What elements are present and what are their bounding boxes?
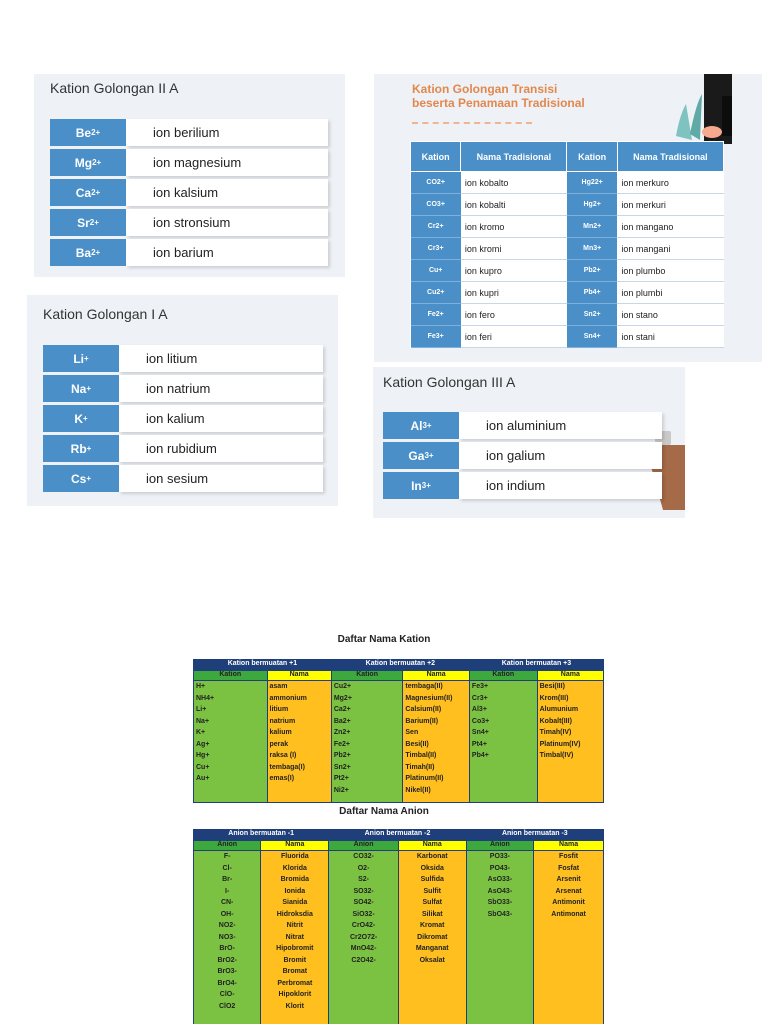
card-title: Kation Golongan II A <box>50 80 179 96</box>
name-item: Nikel(II) <box>405 786 431 794</box>
table-row <box>411 172 724 194</box>
name-item: Timah(II) <box>405 763 435 771</box>
anion-item: BrO2- <box>217 956 237 964</box>
ion-name: ion sesium <box>119 465 323 492</box>
cation-cell: Cu2+ <box>411 282 461 304</box>
ion-charge: + <box>83 414 88 423</box>
name-item: Alumunium <box>539 706 579 713</box>
cation-cell: Sn2+ <box>567 304 617 326</box>
ion-row <box>50 239 328 266</box>
cation-item: Al3+ <box>471 706 487 713</box>
cation-cell: CO3+ <box>411 194 461 216</box>
cation-item: Cu2+ <box>333 683 352 690</box>
cation-item: Zn2+ <box>333 729 351 736</box>
table-row <box>411 216 724 238</box>
name-cell: ion kupri <box>461 282 567 304</box>
name-item: Fluorida <box>281 853 309 860</box>
cation-cell: Fe3+ <box>411 326 461 348</box>
ion-name: ion magnesium <box>126 149 328 176</box>
name-cell: ion mangani <box>617 238 723 260</box>
cation-item: Co3+ <box>471 717 490 725</box>
cation-cell: Mn3+ <box>567 238 617 260</box>
column-header: Kation <box>411 142 461 172</box>
ion-charge: 2+ <box>91 248 101 257</box>
ion-symbol <box>50 149 126 176</box>
name-item: Timbal(II) <box>405 752 437 759</box>
ion-row <box>50 179 328 206</box>
cation-item: Au+ <box>196 775 210 782</box>
divider <box>412 122 532 124</box>
name-cell: ion kromo <box>461 216 567 238</box>
column-header: Nama <box>267 671 331 681</box>
cation-item: Pt2+ <box>333 775 349 782</box>
column-header: Kation <box>567 142 617 172</box>
ion-element: In <box>411 478 422 493</box>
cation-cell: Hg2+ <box>567 194 617 216</box>
name-cell: ion stani <box>617 326 723 348</box>
anion-item: CO32- <box>353 853 374 860</box>
ion-charge: 3+ <box>422 421 432 430</box>
ion-element: Al <box>410 418 423 433</box>
cation-item: Pb2+ <box>333 752 351 759</box>
table-row <box>411 304 724 326</box>
cation-column <box>194 681 268 803</box>
name-item: ammonium <box>269 694 307 702</box>
column-header: Kation <box>469 671 537 681</box>
anion-item: PO33- <box>489 853 511 860</box>
cation-cell: Pb4+ <box>567 282 617 304</box>
title-line: beserta Penamaan Tradisional <box>412 96 585 110</box>
card-golongan-1a <box>27 295 338 506</box>
name-item: Klorida <box>282 864 307 872</box>
ion-name: ion kalsium <box>126 179 328 206</box>
column-header: Kation <box>194 671 268 681</box>
ion-element: Ca <box>75 185 92 200</box>
ion-charge: + <box>86 444 92 453</box>
column-header: Kation <box>331 671 403 681</box>
ion-symbol <box>50 209 126 236</box>
name-item: Hidroksdia <box>276 910 313 918</box>
name-item: tembaga(II) <box>405 683 443 690</box>
anion-item: SiO32- <box>352 910 375 918</box>
ion-name: ion galium <box>459 442 662 469</box>
anion-item: SbO43- <box>487 910 513 918</box>
ion-charge: 3+ <box>424 451 434 460</box>
column-header: Nama <box>261 841 329 851</box>
name-cell: ion plumbi <box>617 282 723 304</box>
name-column <box>534 851 604 1024</box>
name-item: Fosfit <box>559 853 579 860</box>
name-item: Hipoklorit <box>278 991 312 998</box>
name-item: Timah(IV) <box>539 729 572 736</box>
ion-table <box>50 119 328 269</box>
ion-row <box>43 465 323 492</box>
name-cell: ion kupro <box>461 260 567 282</box>
ion-charge: + <box>84 354 89 363</box>
name-item: asam <box>269 683 288 690</box>
anion-column <box>194 851 261 1024</box>
kation-list-title: Daftar Nama Kation <box>337 634 431 645</box>
ion-charge: 3+ <box>421 481 431 490</box>
ion-symbol <box>383 412 459 439</box>
card-title <box>412 82 585 110</box>
column-header: Nama Tradisional <box>617 142 723 172</box>
name-item: natrium <box>269 717 296 725</box>
ion-name: ion natrium <box>119 375 323 402</box>
ion-name: ion berilium <box>126 119 328 146</box>
ion-row <box>43 375 323 402</box>
ion-name: ion aluminium <box>459 412 662 439</box>
name-item: Sianida <box>282 899 308 906</box>
cation-item: Ag+ <box>196 740 210 748</box>
cation-column <box>331 681 403 803</box>
ion-element: Sr <box>77 215 90 230</box>
anion-item: SO32- <box>353 887 374 895</box>
ion-name: ion barium <box>126 239 328 266</box>
anion-item: CrO42- <box>351 922 376 929</box>
name-column <box>537 681 603 803</box>
ion-row <box>43 345 323 372</box>
ion-row <box>383 442 662 469</box>
group-header: Anion bermuatan -1 <box>194 830 329 841</box>
name-item: Besi(II) <box>405 740 429 748</box>
cation-item: Ca2+ <box>333 706 351 713</box>
card-title: Kation Golongan I A <box>43 306 168 322</box>
anion-item: O2- <box>357 864 370 872</box>
column-header: Anion <box>194 841 261 851</box>
ion-row <box>50 149 328 176</box>
anion-item: Cr2O72- <box>349 933 378 941</box>
name-item: raksa (I) <box>269 752 297 759</box>
anion-item: BrO- <box>219 945 235 952</box>
name-item: emas(I) <box>269 775 295 782</box>
ion-name: ion stronsium <box>126 209 328 236</box>
ion-row <box>383 412 662 439</box>
name-item: tembaga(I) <box>269 763 305 771</box>
cation-cell: Mn2+ <box>567 216 617 238</box>
ion-symbol <box>43 375 119 402</box>
name-cell: ion merkuri <box>617 194 723 216</box>
person-illustration-icon <box>674 74 738 144</box>
name-item: Krom(III) <box>539 694 569 702</box>
ion-symbol <box>43 405 119 432</box>
cation-item: Pt4+ <box>471 740 487 748</box>
name-item: Hipobromit <box>276 945 314 952</box>
name-column <box>398 851 466 1024</box>
name-cell: ion stano <box>617 304 723 326</box>
name-item: Arsenit <box>556 876 581 883</box>
anion-item: ClO2 <box>218 1002 236 1010</box>
ion-symbol <box>43 345 119 372</box>
name-item: Magnesium(II) <box>405 694 453 702</box>
ion-row <box>383 472 662 499</box>
column-header: Anion <box>329 841 399 851</box>
ion-element: Mg <box>74 155 93 170</box>
cation-item: Sn2+ <box>333 763 351 771</box>
anion-list-table <box>193 829 604 1024</box>
anion-item: OH- <box>220 910 234 918</box>
cation-cell: Cu+ <box>411 260 461 282</box>
name-item: Sulfida <box>420 876 444 883</box>
cation-item: NH4+ <box>196 694 215 702</box>
name-item: Kobalt(III) <box>539 717 572 725</box>
cation-cell: Fe2+ <box>411 304 461 326</box>
column-header: Nama <box>398 841 466 851</box>
ion-row <box>43 405 323 432</box>
ion-symbol <box>43 435 119 462</box>
cation-item: K+ <box>196 729 206 736</box>
ion-element: Be <box>75 125 92 140</box>
group-header: Anion bermuatan -2 <box>329 830 466 841</box>
cation-cell: Hg22+ <box>567 172 617 194</box>
cation-item: Sn4+ <box>471 729 489 736</box>
name-item: Sulfat <box>422 899 442 906</box>
ion-name: ion rubidium <box>119 435 323 462</box>
name-item: Silikat <box>421 910 443 918</box>
name-item: Bromit <box>283 956 307 964</box>
name-item: Besi(III) <box>539 683 565 690</box>
ion-charge: 2+ <box>91 188 101 197</box>
anion-item: AsO33- <box>487 876 513 883</box>
column-header: Nama <box>534 841 604 851</box>
ion-element: Ba <box>75 245 92 260</box>
name-item: Calsium(II) <box>405 706 442 713</box>
cation-cell: Cr3+ <box>411 238 461 260</box>
name-cell: ion plumbo <box>617 260 723 282</box>
anion-item: BrO4- <box>217 979 237 987</box>
name-cell: ion merkuro <box>617 172 723 194</box>
name-column <box>261 851 329 1024</box>
ion-name: ion kalium <box>119 405 323 432</box>
name-item: Klorit <box>285 1002 304 1010</box>
table-row <box>411 238 724 260</box>
ion-charge: + <box>86 474 91 483</box>
name-item: Antimonit <box>552 899 585 906</box>
card-golongan-3a <box>373 367 685 518</box>
anion-column <box>329 851 399 1024</box>
name-item: Nitrat <box>285 933 304 941</box>
ion-charge: 2+ <box>92 158 102 167</box>
name-cell: ion mangano <box>617 216 723 238</box>
name-item: Bromida <box>280 876 310 883</box>
name-item: Antimonat <box>551 910 586 918</box>
cation-column <box>469 681 537 803</box>
ion-symbol <box>383 472 459 499</box>
cation-item: Cu+ <box>196 763 210 771</box>
name-item: Perbromat <box>277 979 313 987</box>
name-item: Dikromat <box>417 933 448 941</box>
name-item: Platinum(II) <box>405 775 444 782</box>
name-cell: ion kobalto <box>461 172 567 194</box>
table-row <box>411 260 724 282</box>
ion-element: Na <box>70 381 87 396</box>
ion-element: Ga <box>408 448 425 463</box>
name-column <box>403 681 470 803</box>
anion-item: MnO42- <box>350 945 377 952</box>
ion-element: K <box>74 411 83 426</box>
group-header: Kation bermuatan +2 <box>331 660 469 671</box>
ion-element: Rb <box>70 441 87 456</box>
cation-cell: Cr2+ <box>411 216 461 238</box>
name-item: Timbal(IV) <box>539 752 574 759</box>
ion-symbol <box>383 442 459 469</box>
group-header: Kation bermuatan +3 <box>469 660 603 671</box>
title-line: Kation Golongan Transisi <box>412 82 558 96</box>
anion-item: AsO43- <box>487 887 513 895</box>
name-item: Ionida <box>284 887 306 895</box>
anion-item: Br- <box>222 876 233 883</box>
name-item: Nitrit <box>286 922 303 929</box>
group-header: Kation bermuatan +1 <box>194 660 332 671</box>
ion-row <box>43 435 323 462</box>
cation-item: Mg2+ <box>333 694 352 702</box>
ion-symbol <box>43 465 119 492</box>
card-transisi <box>374 74 762 362</box>
table-row <box>411 282 724 304</box>
ion-element: Li <box>73 351 84 366</box>
name-item: Kromat <box>419 922 445 929</box>
anion-item: C2O42- <box>351 956 376 964</box>
name-item: Sulfit <box>423 887 441 895</box>
anion-item: NO3- <box>218 933 236 941</box>
cation-cell: CO2+ <box>411 172 461 194</box>
anion-item: S2- <box>358 876 370 883</box>
table-row <box>411 326 724 348</box>
name-item: Karbonat <box>416 853 448 860</box>
cation-cell: Pb2+ <box>567 260 617 282</box>
anion-item: NO2- <box>218 922 236 929</box>
ion-charge: 2+ <box>91 128 101 137</box>
ion-table <box>43 345 323 495</box>
anion-item: SO42- <box>353 899 374 906</box>
anion-list-title: Daftar Nama Anion <box>339 806 429 817</box>
ion-table <box>383 412 662 502</box>
cation-item: Pb4+ <box>471 752 489 759</box>
anion-item: SbO33- <box>487 899 513 906</box>
name-column <box>267 681 331 803</box>
name-item: Sen <box>405 729 419 736</box>
anion-item: ClO- <box>219 991 235 998</box>
kation-list-table <box>193 659 604 803</box>
name-item: Arsenat <box>555 887 582 895</box>
table-row <box>411 194 724 216</box>
cation-item: H+ <box>196 683 206 690</box>
name-item: Oksida <box>420 864 444 872</box>
name-cell: ion feri <box>461 326 567 348</box>
column-header: Nama <box>537 671 603 681</box>
anion-column <box>466 851 534 1024</box>
cation-item: Cr3+ <box>471 694 488 702</box>
cation-item: Hg+ <box>196 752 210 759</box>
ion-charge: 2+ <box>89 218 99 227</box>
ion-charge: + <box>86 384 91 393</box>
ion-name: ion litium <box>119 345 323 372</box>
card-title: Kation Golongan III A <box>383 374 516 390</box>
ion-row <box>50 119 328 146</box>
column-header: Nama <box>403 671 470 681</box>
anion-item: CN- <box>220 899 234 906</box>
ion-element: Cs <box>70 471 87 486</box>
anion-item: PO43- <box>489 864 511 872</box>
ion-symbol <box>50 239 126 266</box>
group-header: Anion bermuatan -3 <box>466 830 603 841</box>
name-item: kalium <box>269 729 292 736</box>
column-header: Anion <box>466 841 534 851</box>
ion-symbol <box>50 179 126 206</box>
name-item: Bromat <box>282 968 308 975</box>
name-item: Platinum(IV) <box>539 740 581 748</box>
name-item: Barium(II) <box>405 717 439 725</box>
anion-item: F- <box>223 853 231 860</box>
ion-row <box>50 209 328 236</box>
name-item: litium <box>269 706 289 713</box>
name-item: Fosfat <box>558 864 580 872</box>
cation-item: Ba2+ <box>333 717 351 725</box>
cation-item: Na+ <box>196 717 210 725</box>
ion-name: ion indium <box>459 472 662 499</box>
name-cell: ion fero <box>461 304 567 326</box>
anion-item: Cl- <box>222 864 232 872</box>
cation-cell: Sn4+ <box>567 326 617 348</box>
name-item: Oksalat <box>419 956 445 964</box>
column-header: Nama Tradisional <box>461 142 567 172</box>
cation-item: Fe3+ <box>471 683 489 690</box>
name-cell: ion kobalti <box>461 194 567 216</box>
cation-item: Fe2+ <box>333 740 350 748</box>
name-item: perak <box>269 740 289 748</box>
ion-symbol <box>50 119 126 146</box>
name-item: Manganat <box>415 945 449 952</box>
anion-item: BrO3- <box>217 968 237 975</box>
name-cell: ion kromi <box>461 238 567 260</box>
anion-item: I- <box>225 887 230 895</box>
card-golongan-2a <box>34 74 345 277</box>
cation-item: Ni2+ <box>333 786 349 794</box>
cation-item: Li+ <box>196 706 207 713</box>
transition-table <box>410 141 724 348</box>
